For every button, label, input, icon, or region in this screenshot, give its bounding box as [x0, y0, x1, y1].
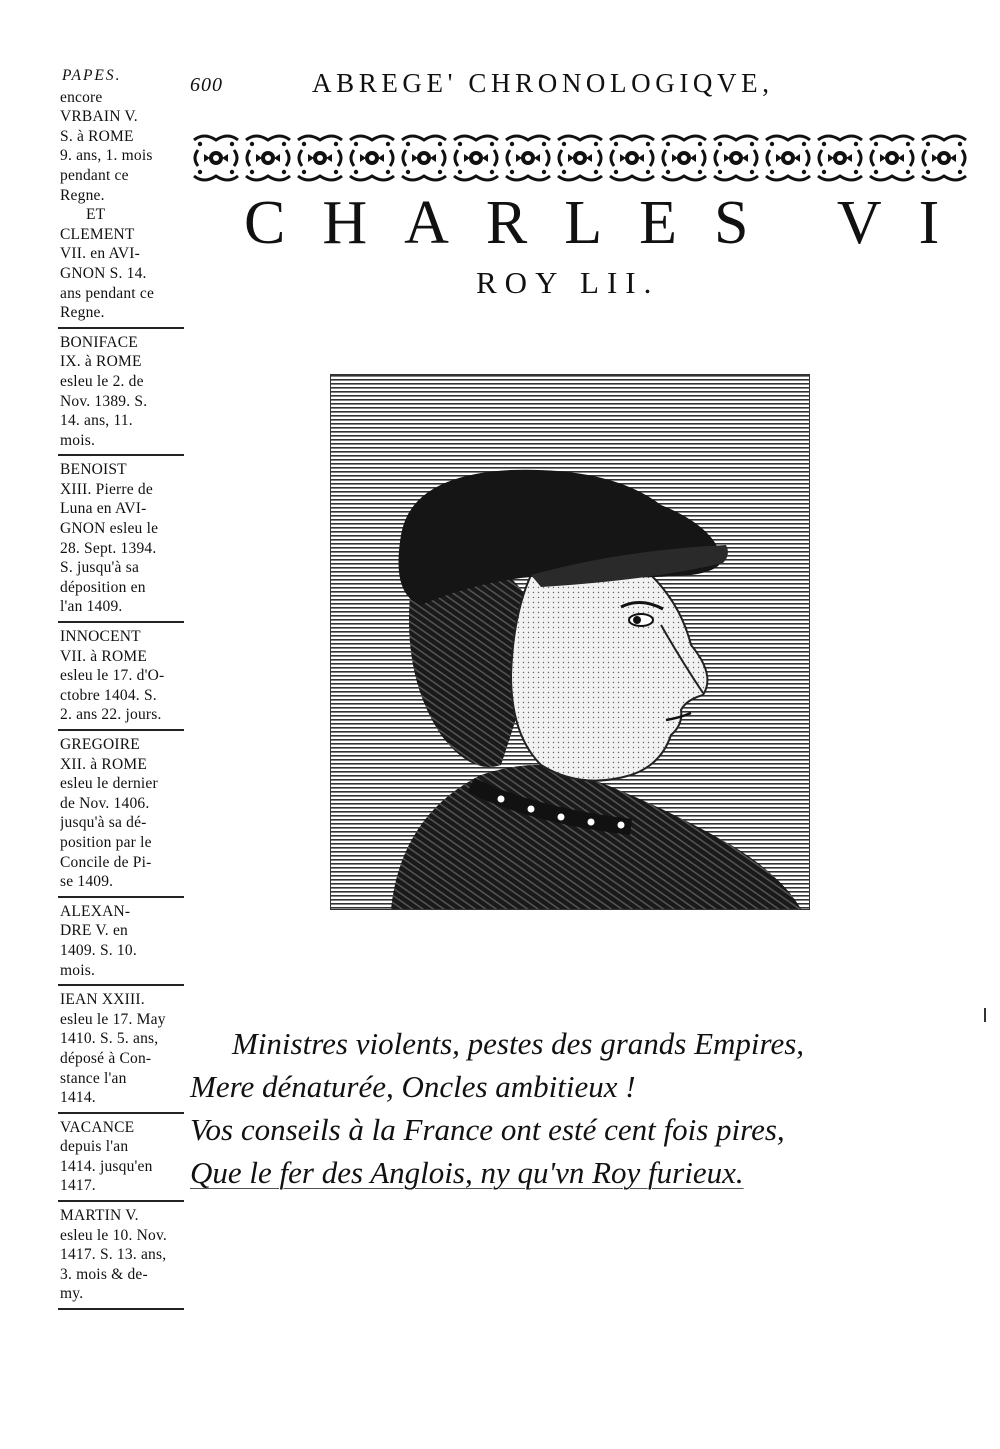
margin-entry [58, 733, 184, 898]
margin-line: VRBAIN V. [60, 108, 138, 126]
margin-line: esleu le 10. Nov. [60, 1226, 167, 1244]
margin-line: VII. à ROME [60, 647, 148, 665]
margin-line: esleu le 17. d'O- [60, 667, 165, 685]
margin-entry [58, 458, 184, 623]
margin-line: Luna en AVI- [60, 500, 147, 518]
popes-margin-column [58, 66, 184, 1312]
margin-line: 1409. S. 10. [60, 941, 137, 959]
margin-line: mois. [60, 961, 96, 979]
margin-line: XII. à ROME [60, 755, 148, 773]
margin-line: 1417. S. 13. ans, [60, 1246, 167, 1264]
margin-line: depuis l'an [60, 1138, 129, 1156]
margin-line: l'an 1409. [60, 598, 123, 616]
margin-entry [58, 900, 184, 986]
ornament-band [190, 132, 972, 184]
margin-line: esleu le 17. May [60, 1010, 166, 1028]
verse-line: Mere dénaturée, Oncles ambitieux ! [190, 1069, 636, 1104]
margin-line: 1417. [60, 1177, 96, 1195]
margin-line: GREGOIRE [60, 736, 140, 753]
margin-line: Nov. 1389. S. [60, 392, 148, 410]
margin-line: 9. ans, 1. mois [60, 147, 153, 165]
margin-heading: PAPES. [62, 67, 122, 84]
chapter-subtitle: ROY LII. [476, 265, 660, 300]
margin-line: esleu le dernier [60, 775, 158, 793]
margin-line: 1414. [60, 1089, 96, 1107]
margin-line: S. jusqu'à sa [60, 559, 140, 577]
margin-line: VACANCE [60, 1118, 135, 1136]
margin-line: 14. ans, 11. [60, 412, 133, 430]
margin-line: déposition en [60, 578, 146, 596]
margin-line: 1414. jusqu'en [60, 1157, 153, 1175]
margin-line: stance l'an [60, 1069, 127, 1087]
margin-line: se 1409. [60, 873, 114, 891]
verse-line: Ministres violents, pestes des grands Empires, [232, 1026, 805, 1061]
margin-line: encore [60, 88, 103, 106]
margin-line: Regne. [60, 186, 105, 204]
margin-line: MARTIN V. [60, 1207, 139, 1225]
margin-line: BENOIST [60, 461, 127, 479]
margin-line: INNOCENT [60, 628, 141, 646]
margin-line: jusqu'à sa dé- [60, 814, 147, 832]
margin-line: GNON esleu le [60, 520, 159, 538]
margin-line: GNON S. 14. [60, 264, 147, 282]
margin-line: position par le [60, 833, 152, 851]
margin-line: my. [60, 1285, 84, 1303]
verse-line: Vos conseils à la France ont esté cent fois pires, [190, 1112, 785, 1147]
margin-entry [58, 1116, 184, 1202]
edge-mark [984, 1008, 986, 1022]
margin-line: mois. [60, 431, 96, 449]
margin-line: VII. en AVI- [60, 245, 141, 263]
margin-line: Regne. [60, 304, 105, 322]
chapter-title: CHARLES VI [244, 189, 977, 257]
page-number: 600 [190, 74, 223, 96]
portrait-engraving [331, 375, 809, 909]
margin-line: pendant ce [60, 166, 129, 184]
margin-line: IX. à ROME [60, 353, 142, 371]
verse-quatrain [190, 1022, 950, 1194]
margin-entry [58, 86, 184, 329]
running-title: ABREGE' CHRONOLOGIQVE, [312, 68, 774, 98]
margin-line: BONIFACE [60, 333, 138, 351]
margin-line: esleu le 2. de [60, 372, 144, 390]
margin-line: 28. Sept. 1394. [60, 539, 157, 557]
margin-entry [58, 1204, 184, 1310]
margin-line: ALEXAN- [60, 902, 131, 920]
margin-line: de Nov. 1406. [60, 794, 150, 812]
margin-line: XIII. Pierre de [60, 480, 153, 498]
margin-entry [58, 331, 184, 457]
margin-line: ET [86, 206, 106, 224]
margin-line: DRE V. en [60, 922, 128, 940]
margin-line: ans pendant ce [60, 284, 155, 302]
margin-entry [58, 988, 184, 1114]
margin-line: 2. ans 22. jours. [60, 706, 162, 724]
margin-line: 3. mois & de- [60, 1265, 148, 1283]
margin-entry [58, 625, 184, 731]
margin-line: ctobre 1404. S. [60, 686, 157, 704]
engraved-portrait [330, 374, 810, 910]
margin-line: S. à ROME [60, 127, 134, 145]
margin-line: Concile de Pi- [60, 853, 152, 871]
margin-line: CLEMENT [60, 225, 135, 243]
verse-line: Que le fer des Anglois, ny qu'vn Roy furieux. [190, 1155, 744, 1190]
margin-line: déposé à Con- [60, 1049, 152, 1067]
margin-line: IEAN XXIII. [60, 991, 145, 1009]
margin-line: 1410. S. 5. ans, [60, 1030, 159, 1048]
